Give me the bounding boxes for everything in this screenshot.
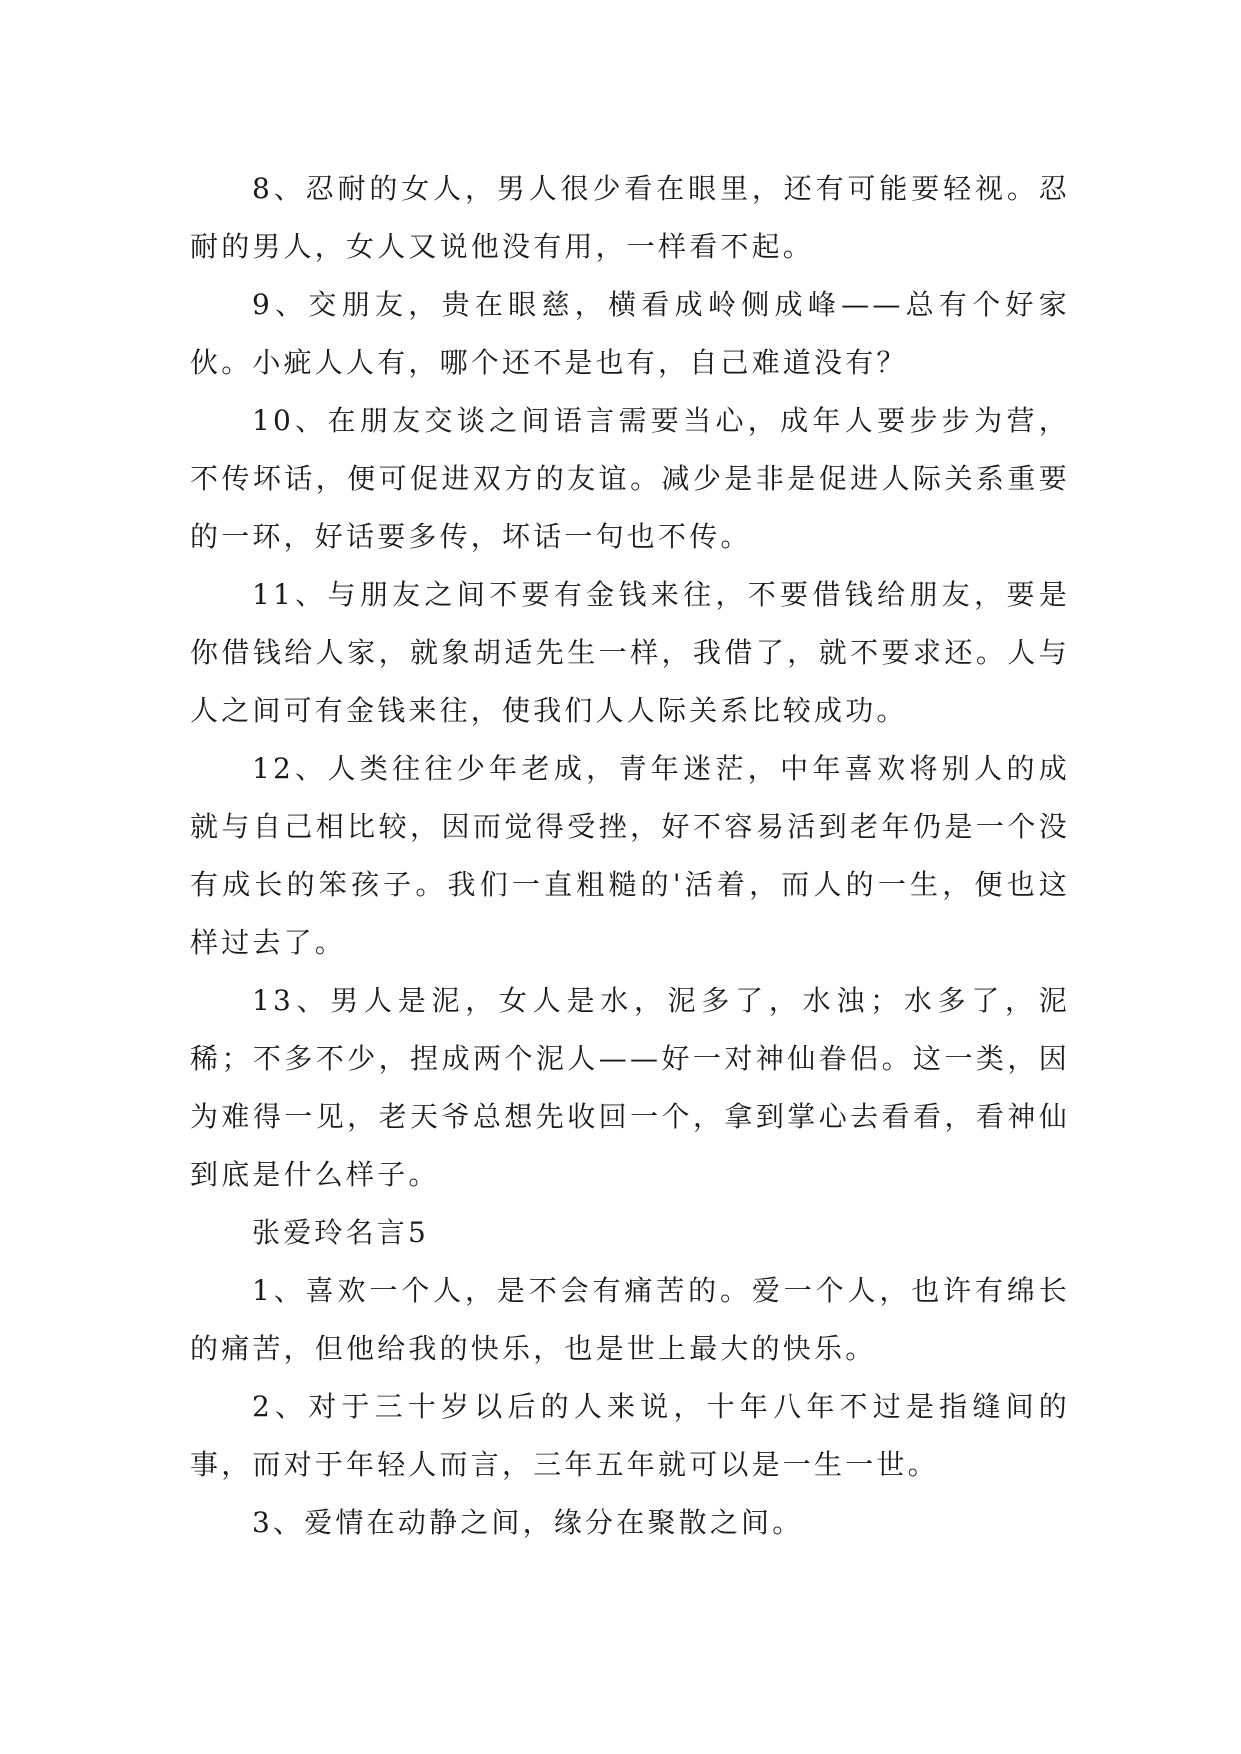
section-quote-1: 1、喜欢一个人，是不会有痛苦的。爱一个人，也许有绵长的痛苦，但他给我的快乐，也是世上最大的快乐。 xyxy=(190,1274,1070,1365)
section-heading: 张爱玲名言5 xyxy=(252,1216,430,1249)
document-body xyxy=(190,160,1070,1552)
quote-paragraph-8: 8、忍耐的女人，男人很少看在眼里，还有可能要轻视。忍耐的男人，女人又说他没有用，一样看不起。 xyxy=(190,172,1070,263)
quote-paragraph-12: 12、人类往往少年老成，青年迷茫，中年喜欢将别人的成就与自己相比较，因而觉得受挫，好不容易活到老年仍是一个没有成长的笨孩子。我们一直粗糙的'活着，而人的一生，便也这样过去了。 xyxy=(190,752,1070,959)
quote-paragraph-11: 11、与朋友之间不要有金钱来往，不要借钱给朋友，要是你借钱给人家，就象胡适先生一样，我借了，就不要求还。人与人之间可有金钱来往，使我们人人际关系比较成功。 xyxy=(190,578,1070,727)
section-quote-2: 2、对于三十岁以后的人来说，十年八年不过是指缝间的事，而对于年轻人而言，三年五年就可以是一生一世。 xyxy=(190,1390,1070,1481)
section-quote-3: 3、爱情在动静之间，缘分在聚散之间。 xyxy=(252,1506,804,1539)
quote-paragraph-10: 10、在朋友交谈之间语言需要当心，成年人要步步为营，不传坏话，便可促进双方的友谊。减少是非是促进人际关系重要的一环，好话要多传，坏话一句也不传。 xyxy=(190,404,1070,553)
quote-paragraph-13: 13、男人是泥，女人是水，泥多了，水浊；水多了，泥稀；不多不少，捏成两个泥人——好一对神仙眷侣。这一类，因为难得一见，老天爷总想先收回一个，拿到掌心去看看，看神仙到底是什么样子。 xyxy=(190,984,1070,1191)
quote-paragraph-9: 9、交朋友，贵在眼慈，横看成岭侧成峰——总有个好家伙。小疵人人有，哪个还不是也有，自己难道没有？ xyxy=(190,288,1070,379)
